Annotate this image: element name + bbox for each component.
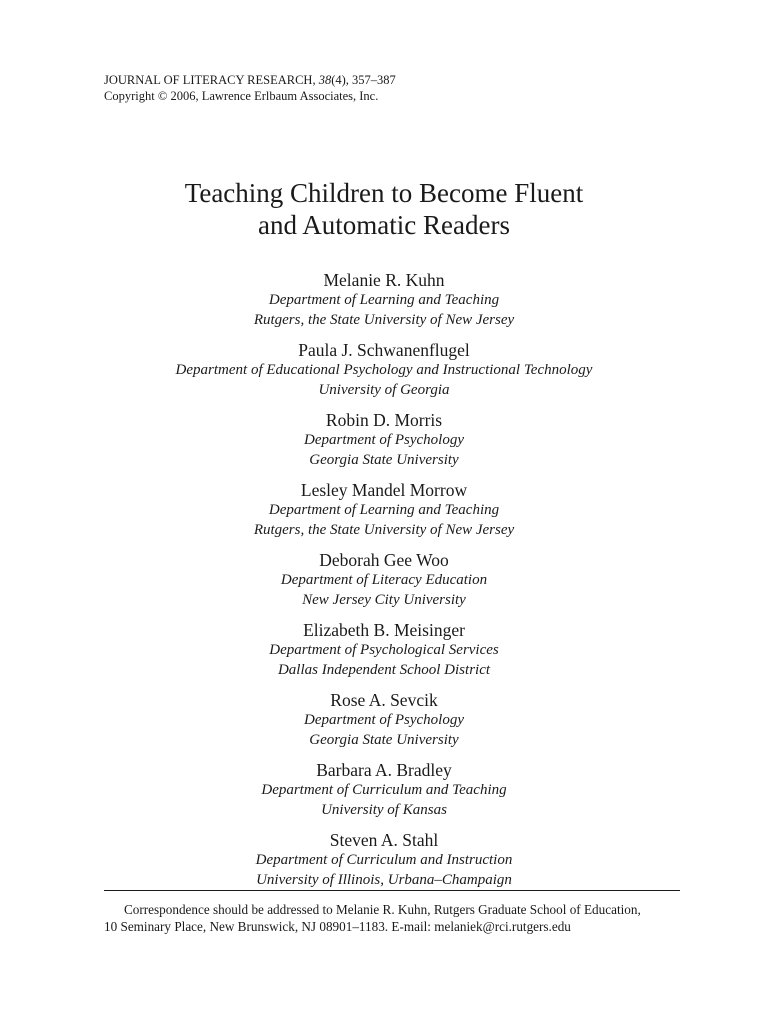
journal-issue-pages: (4), 357–387	[331, 73, 396, 87]
author-institution: New Jersey City University	[302, 591, 466, 608]
author-institution: Georgia State University	[309, 451, 459, 468]
author-institution: Dallas Independent School District	[277, 661, 491, 678]
author-name: Lesley Mandel Morrow	[300, 480, 468, 500]
author-institution: University of Kansas	[321, 801, 447, 818]
author-name: Robin D. Morris	[325, 410, 443, 430]
author-name: Elizabeth B. Meisinger	[303, 620, 465, 640]
footnote-divider	[104, 890, 680, 891]
author-institution: University of Illinois, Urbana–Champaign	[256, 871, 512, 888]
author-name: Paula J. Schwanenflugel	[298, 340, 470, 360]
author-name: Deborah Gee Woo	[319, 550, 449, 570]
author-department: Department of Learning and Teaching	[268, 502, 500, 518]
author-list	[0, 269, 768, 899]
copyright-line: Copyright © 2006, Lawrence Erlbaum Associates, Inc.	[104, 89, 379, 103]
author-department: Department of Curriculum and Teaching	[261, 782, 507, 798]
author-institution: University of Georgia	[318, 381, 450, 398]
author-department: Department of Psychology	[304, 712, 464, 728]
author-department: Department of Literacy Education	[280, 572, 488, 588]
author-block	[0, 689, 768, 750]
footnote-line-2: 10 Seminary Place, New Brunswick, NJ 08901–1183. E-mail: melaniek@rci.rutgers.edu	[104, 919, 571, 934]
author-block	[0, 409, 768, 470]
author-name: Rose A. Sevcik	[330, 690, 438, 710]
author-block	[0, 549, 768, 610]
journal-citation	[104, 72, 396, 88]
author-institution: Rutgers, the State University of New Jersey	[253, 521, 515, 538]
author-institution: Rutgers, the State University of New Jersey	[253, 311, 515, 328]
title-line-1: Teaching Children to Become Fluent	[184, 178, 584, 208]
author-department: Department of Educational Psychology and Instructional Technology	[175, 362, 593, 378]
author-block	[0, 759, 768, 820]
article-title	[0, 177, 768, 241]
author-institution: Georgia State University	[309, 731, 459, 748]
author-block	[0, 269, 768, 330]
author-block	[0, 619, 768, 680]
journal-header	[104, 72, 396, 104]
author-name: Barbara A. Bradley	[316, 760, 452, 780]
author-name: Melanie R. Kuhn	[323, 270, 445, 290]
journal-volume: 38	[318, 73, 332, 87]
author-block	[0, 339, 768, 400]
footnote-line-1: Correspondence should be addressed to Melanie R. Kuhn, Rutgers Graduate School of Education,	[124, 902, 641, 917]
title-line-2: and Automatic Readers	[258, 210, 510, 240]
author-name: Steven A. Stahl	[329, 830, 439, 850]
author-department: Department of Curriculum and Instruction	[255, 852, 513, 868]
author-department: Department of Psychology	[304, 432, 464, 448]
author-block	[0, 829, 768, 890]
correspondence-footnote	[104, 901, 694, 935]
author-department: Department of Learning and Teaching	[268, 292, 500, 308]
author-department: Department of Psychological Services	[269, 642, 499, 658]
journal-name: JOURNAL OF LITERACY RESEARCH,	[104, 73, 319, 87]
author-block	[0, 479, 768, 540]
